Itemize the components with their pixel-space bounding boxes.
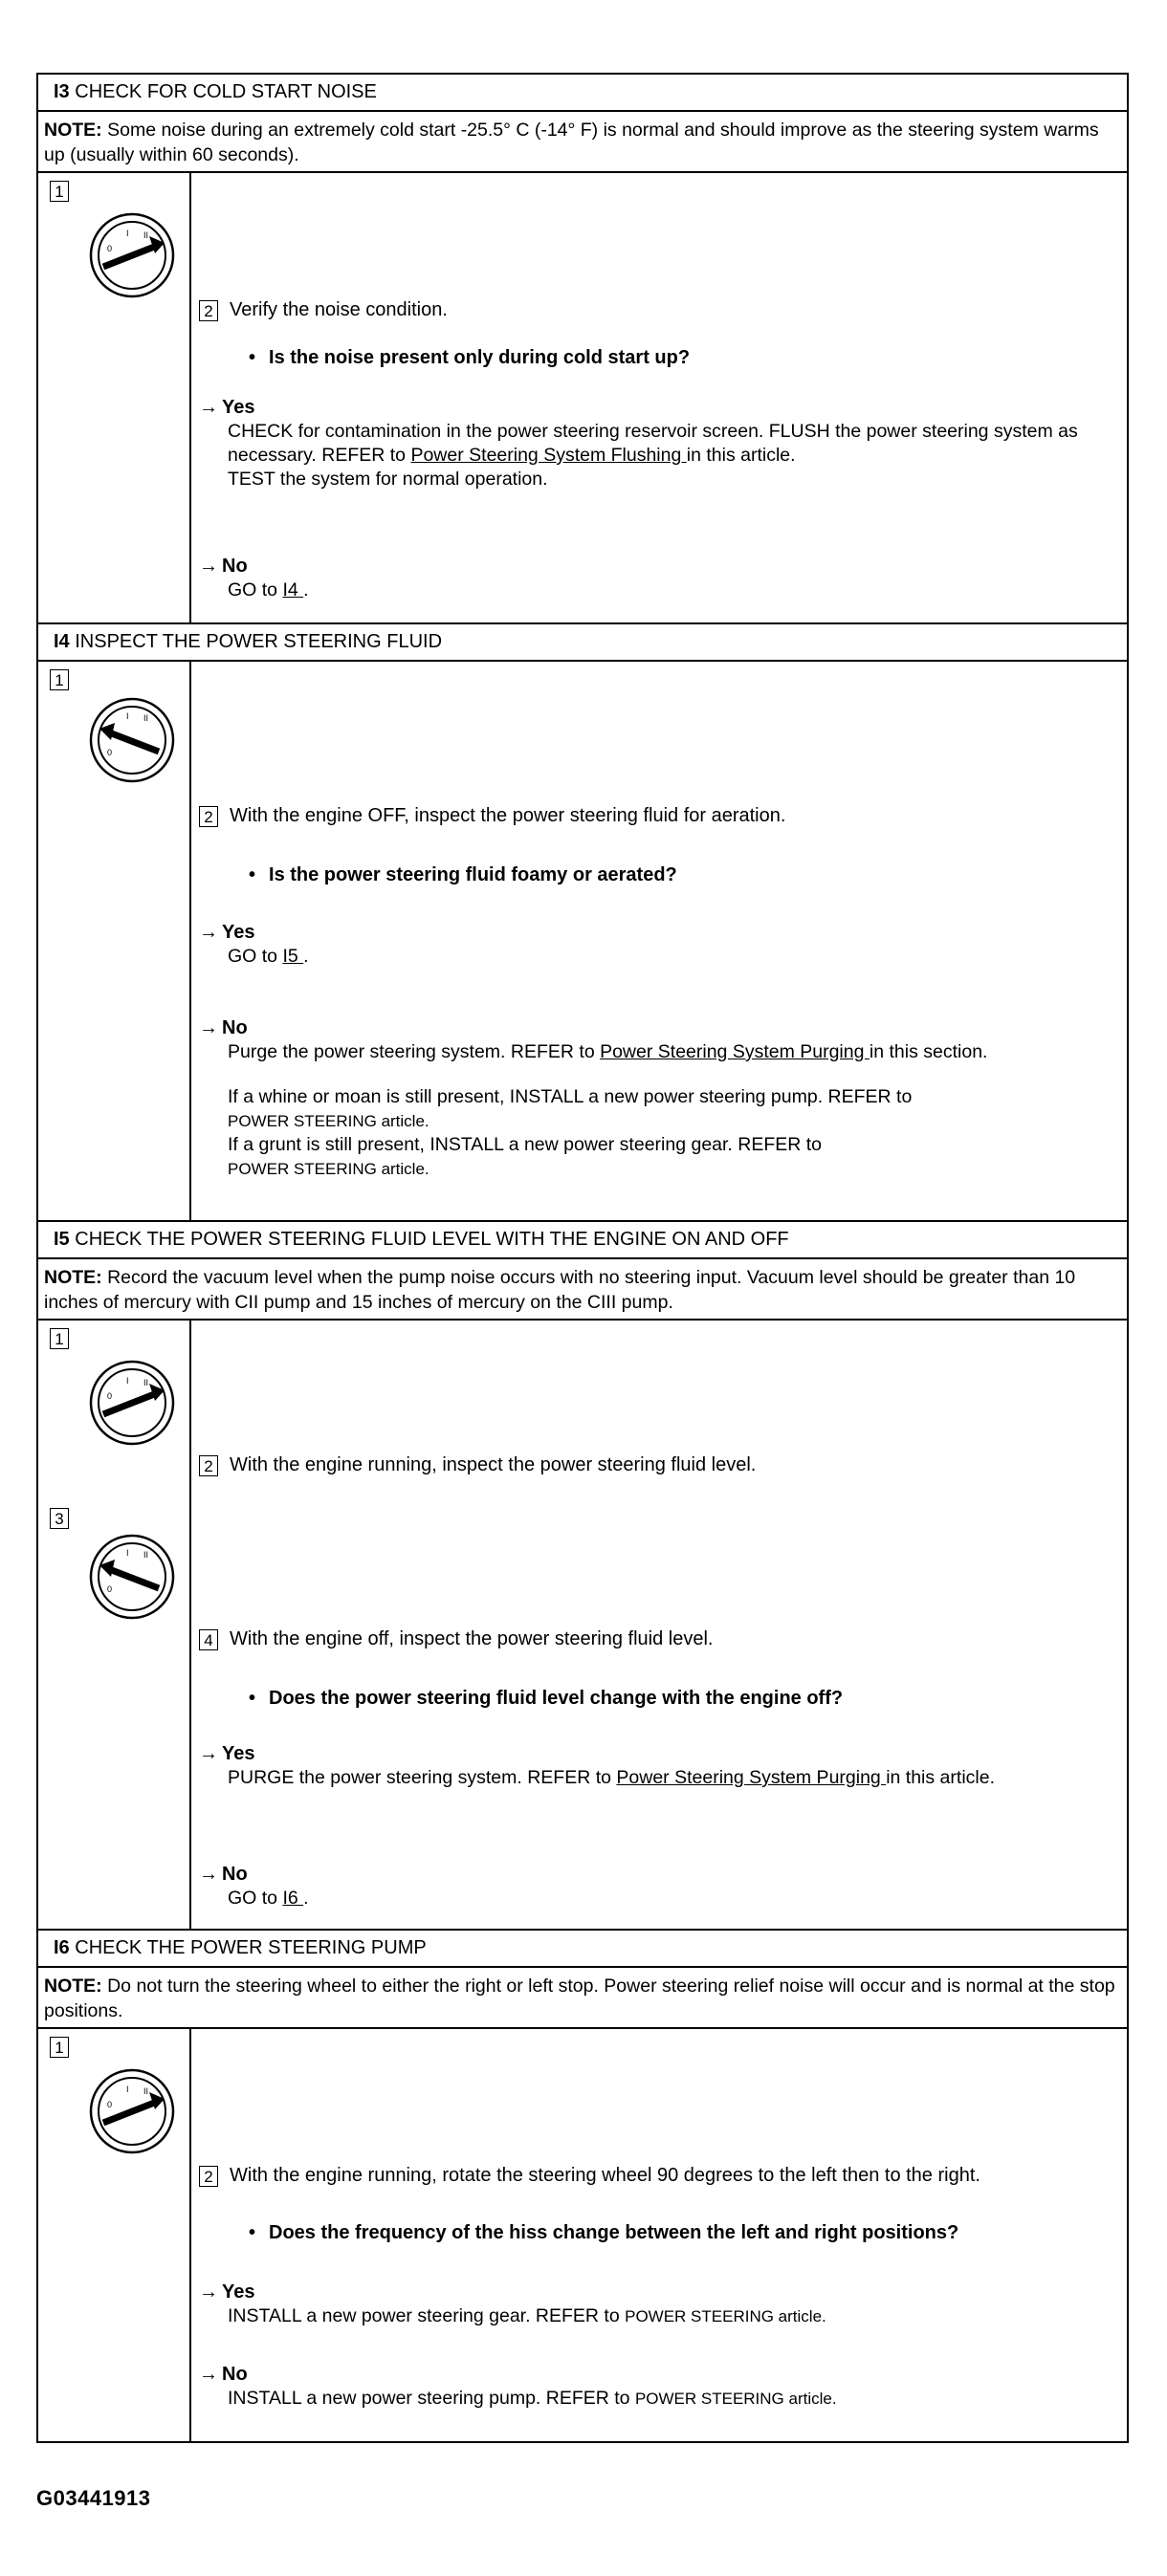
note-label: NOTE: bbox=[44, 120, 102, 141]
step-number: 2 bbox=[199, 300, 218, 321]
note-text: Some noise during an extremely cold start -25.5° C (-14° F) is normal and should improve as the steering system warms up (usually within 60 seconds). bbox=[44, 120, 1099, 165]
section-id: I6 bbox=[54, 1937, 70, 1958]
dial-label-acc: I bbox=[126, 229, 129, 238]
figure-code: G03441913 bbox=[36, 2486, 151, 2510]
ignition-key-on-icon bbox=[88, 1359, 176, 1447]
arrow-icon: → bbox=[199, 2281, 218, 2303]
dial-label-on: II bbox=[143, 1378, 149, 1387]
step-number: 2 bbox=[199, 2166, 218, 2187]
section-title-i3 bbox=[38, 75, 1127, 112]
ignition-key-off-icon bbox=[88, 696, 176, 784]
arrow-icon: → bbox=[199, 2364, 218, 2385]
steps-grid-i5 bbox=[38, 1321, 1127, 1931]
no-text: INSTALL a new power steering pump. REFER to bbox=[228, 2388, 635, 2409]
step-text: Verify the noise condition. bbox=[230, 299, 448, 320]
no-body bbox=[199, 2387, 837, 2411]
section-id: I5 bbox=[54, 1229, 70, 1250]
no-label: No bbox=[222, 2364, 248, 2385]
ignition-key-on-icon bbox=[88, 211, 176, 299]
step-text: With the engine off, inspect the power steering fluid level. bbox=[230, 1628, 714, 1649]
dial-label-acc: I bbox=[126, 1376, 129, 1386]
step-number: 1 bbox=[50, 181, 69, 202]
step-number: 2 bbox=[199, 806, 218, 827]
no-text: in this section. bbox=[869, 1041, 988, 1062]
steps-grid-i6 bbox=[38, 2029, 1127, 2441]
steps-grid-i3 bbox=[38, 173, 1127, 624]
image-column bbox=[38, 173, 191, 622]
step-number: 1 bbox=[50, 669, 69, 690]
step-4 bbox=[199, 1626, 713, 1651]
step-number: 1 bbox=[50, 1328, 69, 1349]
yes-label: Yes bbox=[222, 2281, 255, 2303]
dial-label-acc: I bbox=[126, 1548, 129, 1558]
no-text: POWER STEERING article. bbox=[634, 2390, 837, 2408]
dial-label-acc: I bbox=[126, 2085, 129, 2094]
step-number: 4 bbox=[199, 1629, 218, 1650]
yes-text: in this article. bbox=[686, 445, 796, 466]
arrow-icon: → bbox=[199, 556, 218, 577]
image-column bbox=[38, 662, 191, 1220]
step-2 bbox=[199, 2163, 980, 2188]
note-i5 bbox=[38, 1259, 1127, 1321]
no-body bbox=[199, 1040, 1069, 1181]
arrow-icon: → bbox=[199, 1017, 218, 1038]
answer-no bbox=[199, 2362, 837, 2411]
step-2 bbox=[199, 297, 448, 322]
question: • Is the noise present only during cold start up? bbox=[249, 345, 690, 370]
section-id: I4 bbox=[54, 631, 70, 652]
no-text: GO to bbox=[228, 579, 283, 600]
yes-body: GO to I5 . bbox=[228, 946, 309, 967]
yes-body bbox=[199, 2304, 826, 2328]
section-title-text: INSPECT THE POWER STEERING FLUID bbox=[75, 631, 443, 652]
step-2 bbox=[199, 1452, 756, 1477]
note-i3 bbox=[38, 112, 1127, 173]
ignition-key-off-icon bbox=[88, 1533, 176, 1621]
step-text: With the engine running, rotate the steering wheel 90 degrees to the left then to the right. bbox=[230, 2165, 980, 2186]
section-title-i6 bbox=[38, 1931, 1127, 1968]
yes-text: TEST the system for normal operation. bbox=[228, 469, 548, 490]
flushing-link[interactable]: Power Steering System Flushing bbox=[410, 445, 687, 466]
goto-i6-link[interactable]: I6 bbox=[282, 1888, 304, 1909]
goto-i5-link[interactable]: I5 bbox=[282, 946, 304, 967]
dial-label-off: 0 bbox=[107, 244, 113, 253]
step-text: With the engine OFF, inspect the power steering fluid for aeration. bbox=[230, 805, 786, 826]
steps-grid-i4 bbox=[38, 662, 1127, 1222]
question: • Does the power steering fluid level change with the engine off? bbox=[249, 1686, 843, 1711]
note-i6 bbox=[38, 1968, 1127, 2029]
section-title-text: CHECK THE POWER STEERING PUMP bbox=[75, 1937, 427, 1958]
section-title-i5 bbox=[38, 1222, 1127, 1259]
no-text: Purge the power steering system. REFER to bbox=[228, 1041, 601, 1062]
purging-link[interactable]: Power Steering System Purging bbox=[600, 1041, 870, 1062]
no-body: GO to I6 . bbox=[228, 1888, 309, 1909]
instruction-column bbox=[191, 1321, 1127, 1929]
dial-label-on: II bbox=[143, 713, 149, 723]
yes-label: Yes bbox=[222, 922, 255, 943]
yes-body bbox=[199, 420, 1089, 491]
instruction-column bbox=[191, 173, 1127, 622]
no-label: No bbox=[222, 1017, 248, 1038]
yes-text: GO to bbox=[228, 946, 283, 967]
note-label: NOTE: bbox=[44, 1976, 102, 1997]
dial-label-off: 0 bbox=[107, 1391, 113, 1401]
goto-i4-link[interactable]: I4 bbox=[282, 579, 304, 600]
yes-text: CHECK for contamination in the power steering reservoir screen. FLUSH the power steering system as necessary. REFER to bbox=[228, 421, 1078, 466]
question: • Is the power steering fluid foamy or aerated? bbox=[249, 862, 677, 887]
answer-yes bbox=[199, 2280, 826, 2328]
answer-no bbox=[199, 1862, 309, 1910]
yes-text: INSTALL a new power steering gear. REFER to bbox=[228, 2305, 626, 2326]
dial-label-off: 0 bbox=[107, 748, 113, 757]
no-text: POWER STEERING article. bbox=[228, 1160, 429, 1178]
section-title-text: CHECK THE POWER STEERING FLUID LEVEL WITH THE ENGINE ON AND OFF bbox=[75, 1229, 789, 1250]
note-text: Do not turn the steering wheel to either the right or left stop. Power steering relief noise will occur and is normal at the stop positions. bbox=[44, 1976, 1115, 2021]
arrow-icon: → bbox=[199, 397, 218, 418]
note-label: NOTE: bbox=[44, 1267, 102, 1288]
answer-no bbox=[199, 1015, 1069, 1181]
yes-text: PURGE the power steering system. REFER to bbox=[228, 1767, 617, 1788]
step-number: 2 bbox=[199, 1455, 218, 1476]
step-2 bbox=[199, 803, 785, 828]
arrow-icon: → bbox=[199, 922, 218, 943]
question: • Does the frequency of the hiss change between the left and right positions? bbox=[249, 2220, 958, 2245]
no-text: If a grunt is still present, INSTALL a new power steering gear. REFER to bbox=[228, 1134, 823, 1155]
image-column bbox=[38, 2029, 191, 2441]
image-column bbox=[38, 1321, 191, 1929]
answer-yes bbox=[199, 1741, 1069, 1790]
section-id: I3 bbox=[54, 81, 70, 102]
ignition-key-on-icon bbox=[88, 2067, 176, 2155]
dial-label-on: II bbox=[143, 1550, 149, 1560]
answer-yes bbox=[199, 395, 1089, 491]
answer-no bbox=[199, 554, 309, 602]
arrow-icon: → bbox=[199, 1743, 218, 1764]
yes-body bbox=[199, 1766, 1069, 1790]
purging-link[interactable]: Power Steering System Purging bbox=[616, 1767, 887, 1788]
no-label: No bbox=[222, 556, 248, 577]
yes-label: Yes bbox=[222, 1743, 255, 1764]
no-label: No bbox=[222, 1864, 248, 1885]
no-body: GO to I4 . bbox=[228, 579, 309, 600]
no-text: If a whine or moan is still present, INSTALL a new power steering pump. REFER to bbox=[228, 1086, 913, 1107]
dial-label-off: 0 bbox=[107, 1584, 113, 1594]
no-text: POWER STEERING article. bbox=[228, 1112, 429, 1130]
note-text: Record the vacuum level when the pump noise occurs with no steering input. Vacuum level should be greater than 10 inches of mercury with CII pump and 15 inches of mercury on the CIII pump. bbox=[44, 1267, 1076, 1313]
no-text: GO to bbox=[228, 1888, 283, 1909]
step-number: 1 bbox=[50, 2037, 69, 2058]
yes-text: in this article. bbox=[886, 1767, 995, 1788]
section-title-i4 bbox=[38, 624, 1127, 662]
yes-label: Yes bbox=[222, 397, 255, 418]
diagnostic-table bbox=[36, 73, 1129, 2443]
dial-label-on: II bbox=[143, 2086, 149, 2096]
step-text: With the engine running, inspect the power steering fluid level. bbox=[230, 1454, 757, 1475]
instruction-column bbox=[191, 2029, 1127, 2441]
instruction-column bbox=[191, 662, 1127, 1220]
section-title-text: CHECK FOR COLD START NOISE bbox=[75, 81, 377, 102]
answer-yes bbox=[199, 920, 309, 969]
yes-text: POWER STEERING article. bbox=[625, 2307, 826, 2325]
arrow-icon: → bbox=[199, 1864, 218, 1885]
dial-label-on: II bbox=[143, 230, 149, 240]
dial-label-acc: I bbox=[126, 711, 129, 721]
step-number: 3 bbox=[50, 1508, 69, 1529]
dial-label-off: 0 bbox=[107, 2100, 113, 2109]
